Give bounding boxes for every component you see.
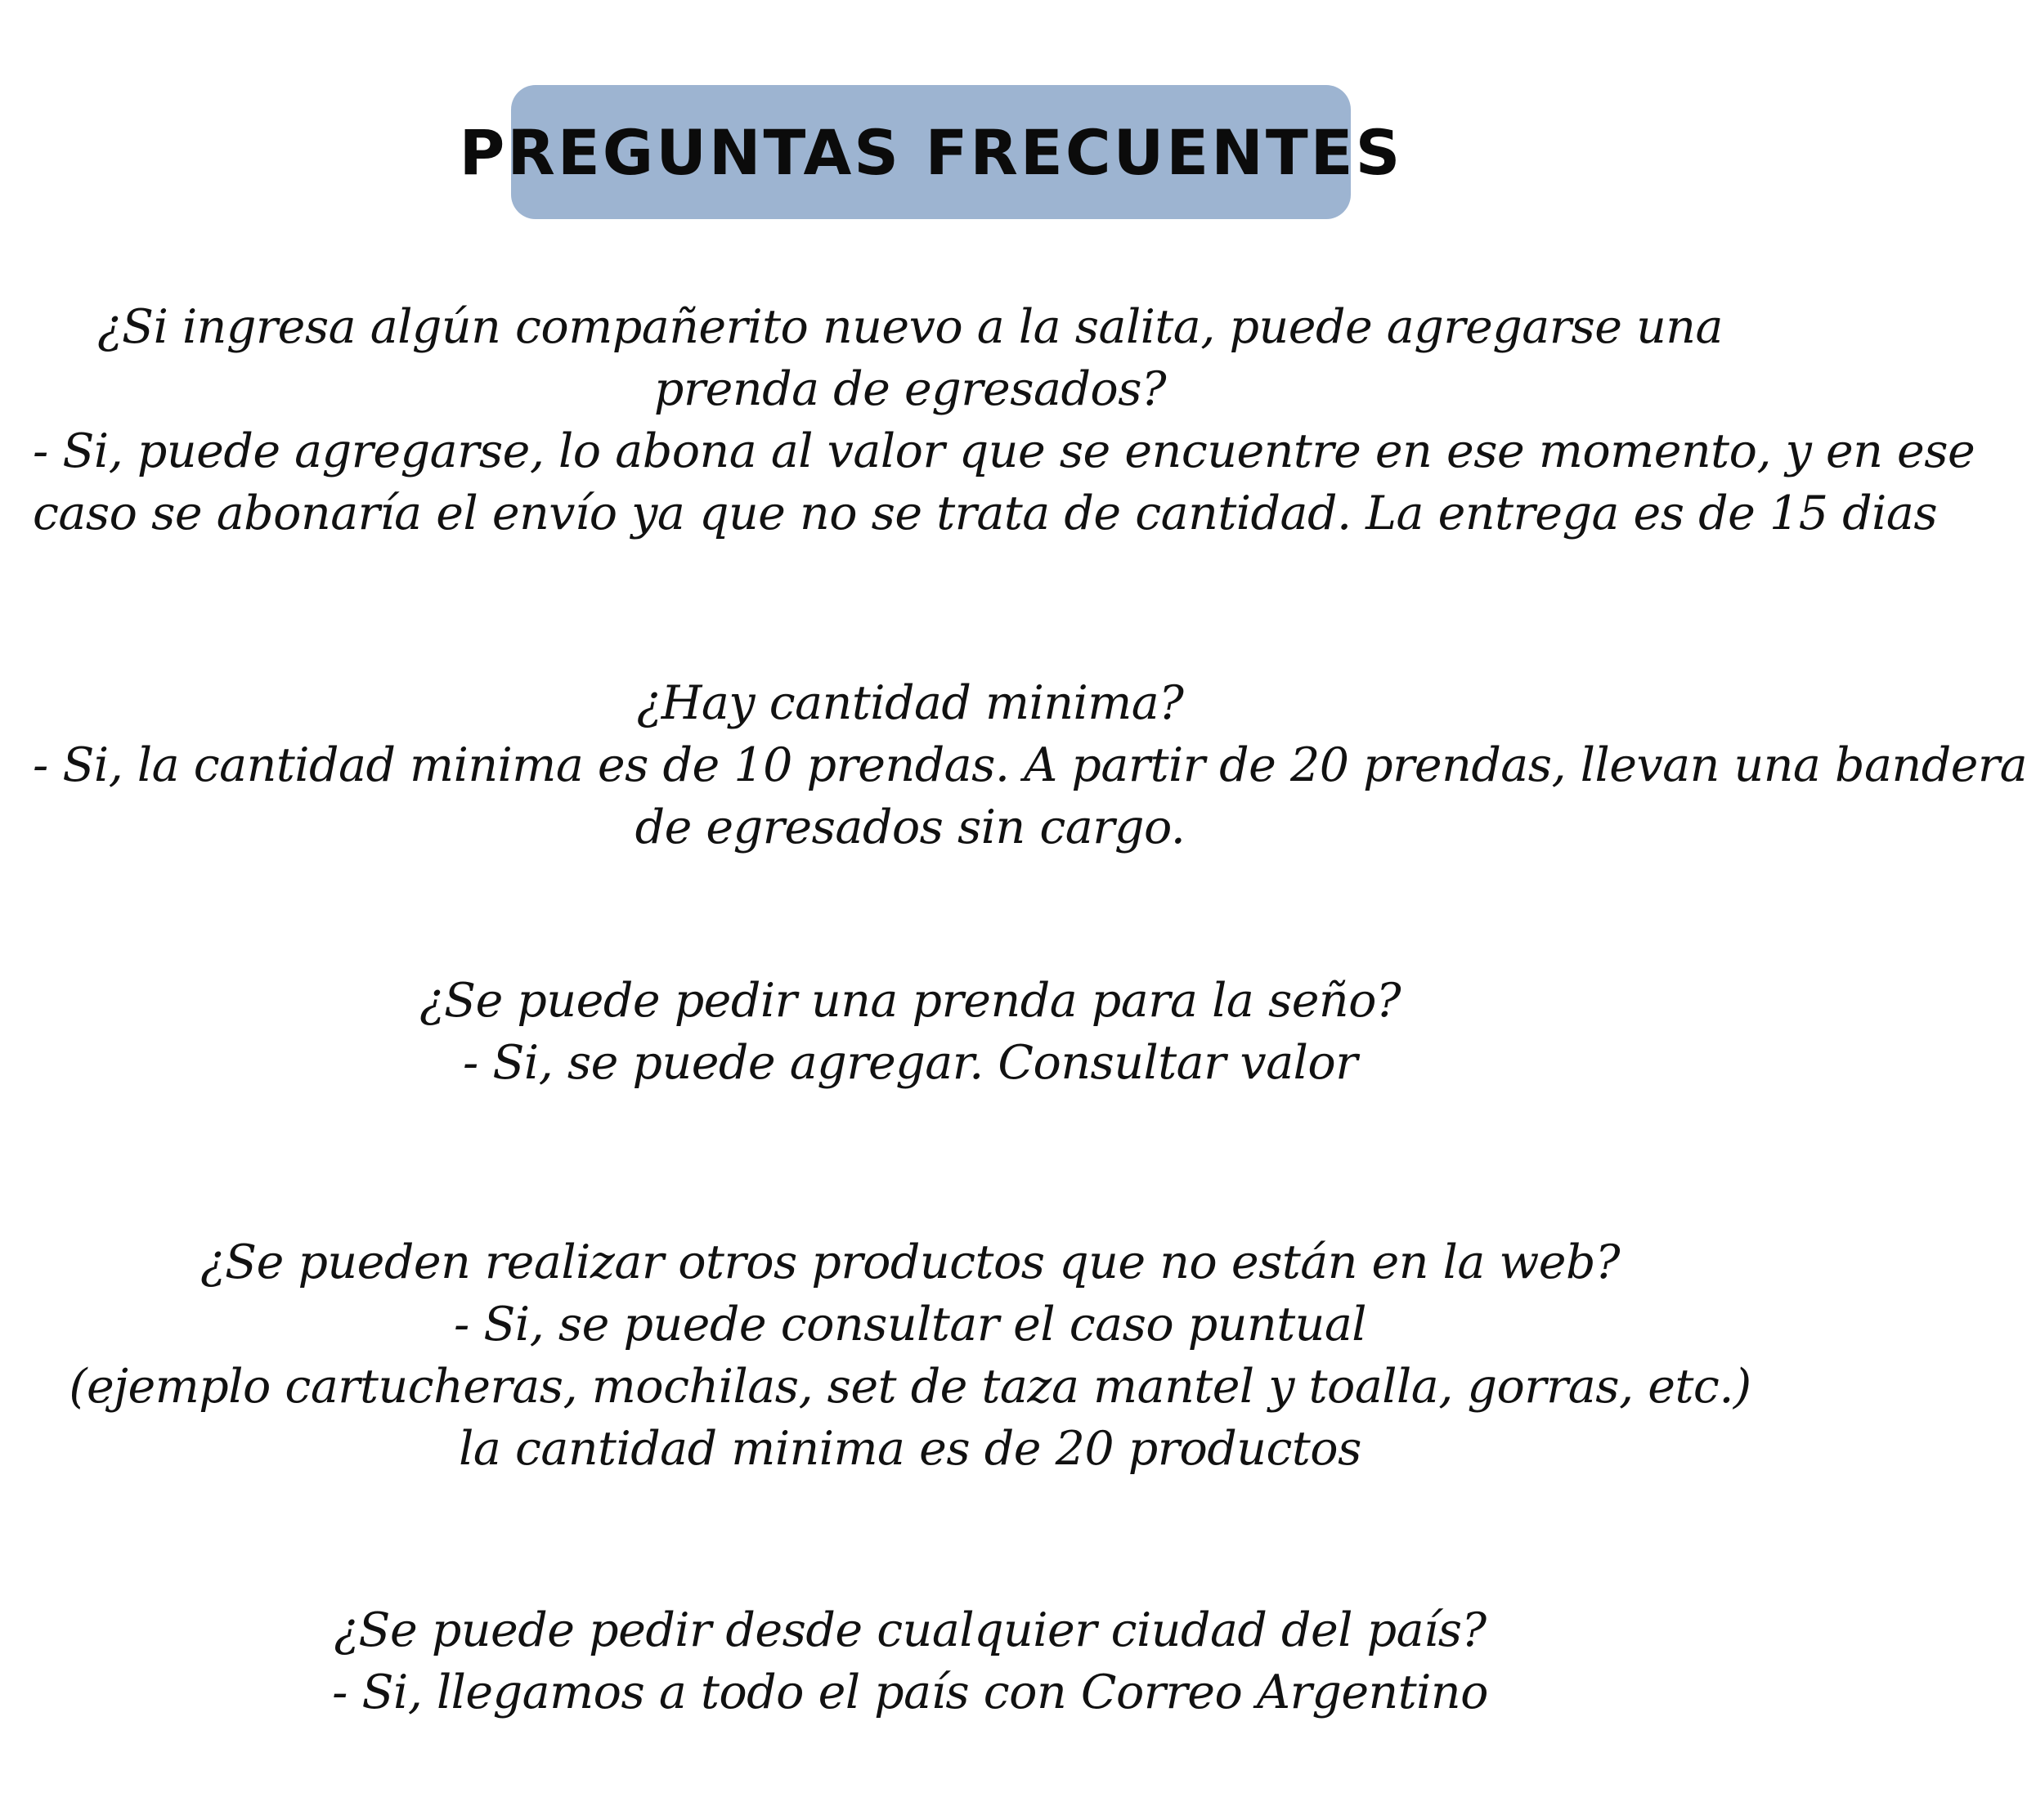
title-banner [459, 85, 1403, 219]
faq-item-otros-productos [33, 1231, 1787, 1480]
faq-answer-line: - Si, la cantidad minima es de 10 prendas. A partir de 20 prendas, llevan una bandera [33, 738, 2027, 792]
faq-answer-line: - Si, se puede agregar. Consultar valor [463, 1036, 1357, 1090]
faq-item-cantidad-minima [33, 672, 2027, 858]
faq-question-line: ¿Se puede pedir una prenda para la seño? [419, 974, 1401, 1028]
faq-question-line: ¿Se pueden realizar otros productos que no están en la web? [200, 1235, 1621, 1289]
faq-answer-line: la cantidad minima es de 20 productos [459, 1422, 1361, 1476]
faq-answer-line: caso se abonaría el envío ya que no se trata de cantidad. La entrega es de 15 dias [33, 486, 1938, 540]
faq-question-line: ¿Hay cantidad minima? [636, 676, 1184, 730]
faq-question-line: prenda de egresados? [653, 362, 1167, 416]
faq-answer-line: de egresados sin cargo. [635, 800, 1186, 854]
page-title: PREGUNTAS FRECUENTES [459, 115, 1403, 189]
faq-answer-line: (ejemplo cartucheras, mochilas, set de taza mantel y toalla, gorras, etc.) [69, 1360, 1751, 1414]
faq-answer-line: - Si, llegamos a todo el país con Correo Argentino [332, 1665, 1488, 1719]
faq-question-line: ¿Se puede pedir desde cualquier ciudad del país? [334, 1603, 1487, 1657]
faq-item-nuevo-companerito [33, 296, 1975, 545]
faq-question-line: ¿Si ingresa algún compañerito nuevo a la salita, puede agregarse una [97, 300, 1723, 354]
faq-item-prenda-seno [33, 970, 1787, 1094]
faq-item-envio-pais [33, 1599, 1787, 1724]
faq-answer-line: - Si, puede agregarse, lo abona al valor que se encuentre en ese momento, y en ese [33, 424, 1975, 478]
faq-answer-line: - Si, se puede consultar el caso puntual [453, 1298, 1367, 1352]
